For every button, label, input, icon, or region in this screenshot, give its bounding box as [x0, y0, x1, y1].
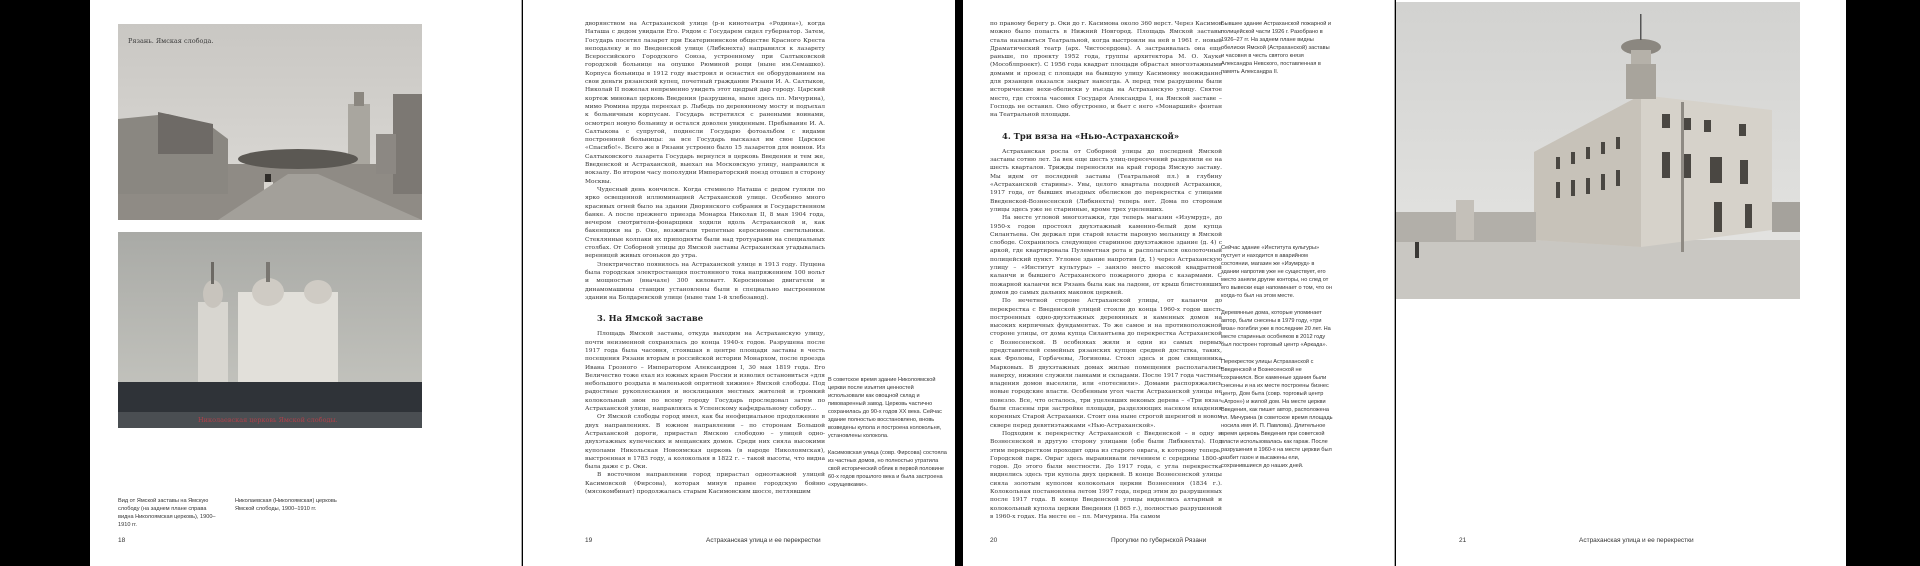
paragraph: Электричество появилось на Астраханской улице в 1913 году. Пущена была городская электростанция постоянного тока напряжением 100 вольт и мощностью (вначале) 300 киловатт. Керосиновые двигатели и динамомашины станции установлены были в специально выстроенном здании на Болдаревской улице (ныне там 1-й хлебозавод). — [585, 261, 825, 301]
sidebar-note: Бывшее здание Астраханской пожарной и полицейской части 1926 г. Разобрано в 1926–27 гг. На заднем плане видны обелиски Ямской (Астраханской) заставы и часовня в честь святого князя Александра Невского, поставленная в память Александра II. — [1221, 21, 1332, 75]
photo-yamskaya-sloboda — [118, 24, 422, 220]
sidebar-note: Деревянные дома, которые упоминает автор, были снесены в 1979 году, «три вяза» погибли уже в последние 20 лет. На месте старинных особняков в 2012 году был построен торговый центр «Аркада». — [1221, 310, 1331, 348]
paragraph: По нечетной стороне Астраханской улицы, от каланчи до перекрестка с Введенской улицей стояли до конца 1960-х годов шесть построенных одно-двухэтажных деревянных и каменных домов на высоких кирпичных фундаментах. То же самое и на противоположной стороне улицы, от дома купца Силантьева до перекрестка Астраханской с Вознесенской. В особняках жили и одни из самых первых представителей семейных рязанских купцов средней достатка, таких, как Фроловы, Горбачевы, Логиновы. Стоял здесь и дом священника Марковых. В двухэтажных домах жилые помещения располагались наверху, нижние служили лавками и складами. После 1917 года частные владения домов выселили, или «потеснили». Домами распоряжались новые городские власти. Особенным угол части Астраханской улицы не повезло. Все, что осталось, три уцелевших вековых дерева – «Три вяза» были спасены при застройке площади, разделяющих насеком владения коренных Старой Астраханки. Стоит она ныне строгой шеренгой в новом сквере перед девятиэтажками «Нью-Астраханской». — [990, 298, 1222, 429]
paragraph: по правому берегу р. Оки до г. Касимова около 360 верст. Через Касимов можно было попасть в Нижний Новгород. Площадь Ямской заставы стала называться Театральной, когда выстроили на ней в 1961 г. новый Драматический театр (арх. Чистосердова). А застраивалась она еще раньше, по проекту 1952 года, группы архитектора М. О. Хауке (Мособлпроект). С 1956 года квадрат площади обрастал многоэтажными домами и проезд с площади на бывшую улицу Касимовку неожиданно для рязанцев оказался закрыт навсегда. А перед тем разрушены были исторические вехи-обелиски у въезда на Астраханскую улицу. Святое место, где стояла часовня Государя Александра I, на Ямской заставе – Господь не оставил. Оно обустроено, и бьет с него «Монарший» фонтан на Театральной площади. — [990, 21, 1222, 119]
paragraph: В восточном направлении город прирастал одноэтажной улицей Касимовской (Фирсова), которая минуя правее городскую бойню (мясокомбинат) продолжалась старым Касимовским шоссе, петлявшим — [585, 472, 825, 496]
paragraph: Чудесный день кончился. Когда стемнело Наташа с дедом гуляли по ярко освещенной иллюминацией Астраханской улице. Особенно много красивых огней было на здании Дворянского собрания и Государственном банке. А после прежнего приезда Монарха Николая II, 8 мая 1904 года, вечером смотрители-фонарщики ходили вдоль Астраханской и, как бакенщики на р. Оке, возжигали трепетные керосиновые светильники. Стеклянные колпаки их приподняты были над тротуарами на специальных столбах. От Соборной улицы до Ямской заставы Астраханская угадывалась вереницей живых огоньков до утра. — [585, 186, 825, 260]
running-head: Астраханская улица и ее перекрестки — [1579, 537, 1694, 544]
photo1-caption: Вид от Ямской заставы на Ямскую слободу (на заднем плане справа видна Николоямская церковь), 1900–1910 гг. — [118, 498, 216, 528]
page-number: 19 — [585, 537, 593, 544]
sidebar-notes — [1221, 20, 1333, 479]
main-text-column — [990, 20, 1222, 521]
section-heading: 3. На Ямской заставе — [597, 313, 704, 324]
main-text-column — [585, 20, 825, 496]
paragraph: Астраханская росла от Соборной улицы до последней Ямской заставы сотню лет. За век еще шесть улиц-пересечений разделили ее на шесть кварталов. Трижды переносили на край города Ямскую заставу. Мы идем от последней заставы (Театральной пл.) в глубину «Астраханской старины». Увы, целого квартала поздней Астраханки, 1917 года, от бывших въездных обелисков до перекрестка с улицами Введенской-Вознесенской (Либкнехта) теперь нет. Дома по сторонам улицы здесь уже не старинные, кроме трех уцелевших. — [990, 148, 1222, 213]
section-heading: 4. Три вяза на «Нью-Астраханской» — [1002, 130, 1180, 141]
page-number: 21 — [1459, 537, 1467, 544]
sidebar-note: Касимовская улица (совр. Фирсова) состояла из частных домов, но полностью утратила свой исторический облик в первой половине 60-х годов прошлого века и была застроена «хрущевками». — [828, 450, 947, 488]
photo-nikolaevskaya-church — [118, 232, 422, 428]
page-18 — [90, 0, 522, 566]
photo1-inscription: Рязань. Ямская слобода. — [128, 37, 214, 45]
sidebar-note: Сейчас здание «Института культуры» пустует и находится в аварийном состоянии, магазин же «Изумруд» в здании напротив уже не существует, его место заняли другие конторы, но след от его вывески еще напоминает о том, что он когда-то был на этом месте. — [1221, 245, 1333, 299]
sidebar-note: В советское время здание Николоямской церкви после изъятия ценностей использовали как овощной склад и пивоваренный завод. Церковь частично сохранилась до 90-х годов XX века. Сейчас здание полностью восстановлено, вновь возведены купола и построена колокольня, установлены колокола. — [828, 377, 942, 439]
sidebar-notes — [828, 376, 950, 498]
page-number: 18 — [118, 537, 126, 544]
paragraph: Площадь Ямской заставы, откуда выходим на Астраханскую улицу, почти неизменной сохранялась до конца 1940-х годов. Разрушена после 1917 года была часовня, стоявшая в центре площади заставы в честь посещения Рязани вторым в российской истории Монархом, после проезда Ивана Грозного – Императором Александром I, 30 мая 1819 года. Его Величество тоже ехал из южных краев России и изволил остановиться «для небольшого роздыха в маленькой опрятной хижине» Ямской слободы. Под радостные рукоплескания и восклицания местных жителей и громкий колокольный звон по всему городу Государь проследовал затем по Астраханской улице, направляясь к Успенскому кафедральному собору... — [585, 331, 825, 413]
sidebar-note: Перекресток улицы Астраханской с Введенской и Вознесенской не сохранился. Все каменные здания были снесены и на их месте построены бизнес центр, Дом быта (совр. торговый центр «Атрон») и жилой дом. На месте церкви Введения, как пишет автор, расположена пл. Мичурина (в советское время площадь носила имя И. П. Павлова). Длительное время церковь Введения при советской власти использовалась как гараж. После разрушения в 1960-х на месте церкви был разбит газон и высажены ели, сохранившиеся до наших дней. — [1221, 359, 1333, 469]
page-20 — [963, 0, 1395, 566]
paragraph: дворянством на Астраханской улице (р-н кинотеатра «Родина»), когда Наташа с дедом увидали Его. Рядом с Государем сидел губернатор. Затем, Государь посетил лазарет при Екатерининском обществе Красного Креста неподалеку и по Введенской улице (Либкнехта) направился к лазарету Всероссийского Городского Союза, устроенному при Салтыковской городской больнице на опушке Рюминой рощи (ныне им.Семашко). Корпуса больницы в 1912 году выстроил и оснастил ее оборудованием на свои деньги рязанский купец, почетный гражданин Рязани И. А. Салтыков, Николай II пожелал непременно увидеть этот щедрый дар городу. Царский кортеж миновал церковь Введения (разрушена, ныне здесь пл. Мичурина), мимо Рюмина пруда переехал р. Лыбедь по деревянному мосту и подъехал к больничным корпусам. Государь встретился с ранеными воинами, осмотрел новую больницу и остался доволен увиденным. Пребывание И. А. Салтыкова с супругой, поднесли Государю фотоальбом с видами построенной больницы: за все Государь высказал им свое Царское «Спасибо!». Всего же в Рязани устроено было 15 лазаретов для воинов. Из Салтыковского лазарета Государь вернулся в церковь Введения и тем же, Введенской и Астраханской, выехал на Московскую улицу, направился к вокзалу. Во втором часу пополудни Императорский поезд отошел в сторону Москвы. — [585, 21, 825, 185]
running-head: Прогулки по губернской Рязани — [1111, 537, 1207, 544]
photo-fire-station-building — [1396, 2, 1800, 299]
paragraph: На месте угловой многоэтажки, где теперь магазин «Изумруд», до 1950-х годов простоял двухэтажный каменно-белый дом купца Силантьева. Он держал при старой власти паровую мельницу в Ямской слободе. Сохранилось следующее старинное двухэтажное здание (д. 4) с аркой, где квартировала Пулеметная рота и располагался околоточный полицейский пункт. Угловое здание напротив (д. 1) через Астраханскую улицу – «Институт культуры» – заняло место высокой квадратной каланчи и бывшего Астраханского пожарного двора с казармами. С пожарной каланчи вся Рязань была как на ладони, от крыш блистоявших домов до самых дальних маковок церквей. — [990, 215, 1222, 296]
photo2-inscription: Николаевская церковь Ямской слободы. — [198, 416, 338, 424]
page-number: 20 — [990, 537, 998, 544]
paragraph: Подходим к перекрестку Астраханской с Введенской – в одну и Вознесенской в другую сторону улицами (обе были Либкнехта). Под этим перекрестком проходит одна из старого оврага, к которому теперь, Городской парк. Овраг здесь выравнивали лечением с середины 1800-х годов. До этого были местности. До 1917 года, с угла перекрестка виднелись здесь три купола двух церквей. В конце Вознесенской улицы сияла золотым куполом колокольня церкви Вознесения (1834 г.). Колокольная постановлена летом 1997 года, перед этим до разрушенных после 1917 года. В конце Введенской улицы виднелись алтарный и колокольный купола церкви Введения (1865 г.), полностью разрушенной в 1960-х годах. На месте ее – пл. Мичурина. На самом — [990, 430, 1222, 520]
photo2-caption: Николаевская (Николоямская) церковь Ямской слободы, 1900–1910 гг. — [235, 498, 337, 512]
page-19 — [523, 0, 955, 566]
page-21 — [1396, 0, 1846, 566]
running-head: Астраханская улица и ее перекрестки — [706, 537, 821, 544]
paragraph: От Ямской слободы город имел, как бы неофициальное продолжение в двух направлениях. В южном направлении – по сторонам Большой Астраханской дороги, прирастал Ямскою слободою – улицей одно-двухэтажных купеческих и мещанских домов. Среди них сияла высокими куполами Никольская Новоямская церковь (в народе Николоямская), выстроенная в 1783 году, а колокольня в 1822 г. – такой высоты, что видна была даже с р. Оки. — [585, 414, 825, 471]
